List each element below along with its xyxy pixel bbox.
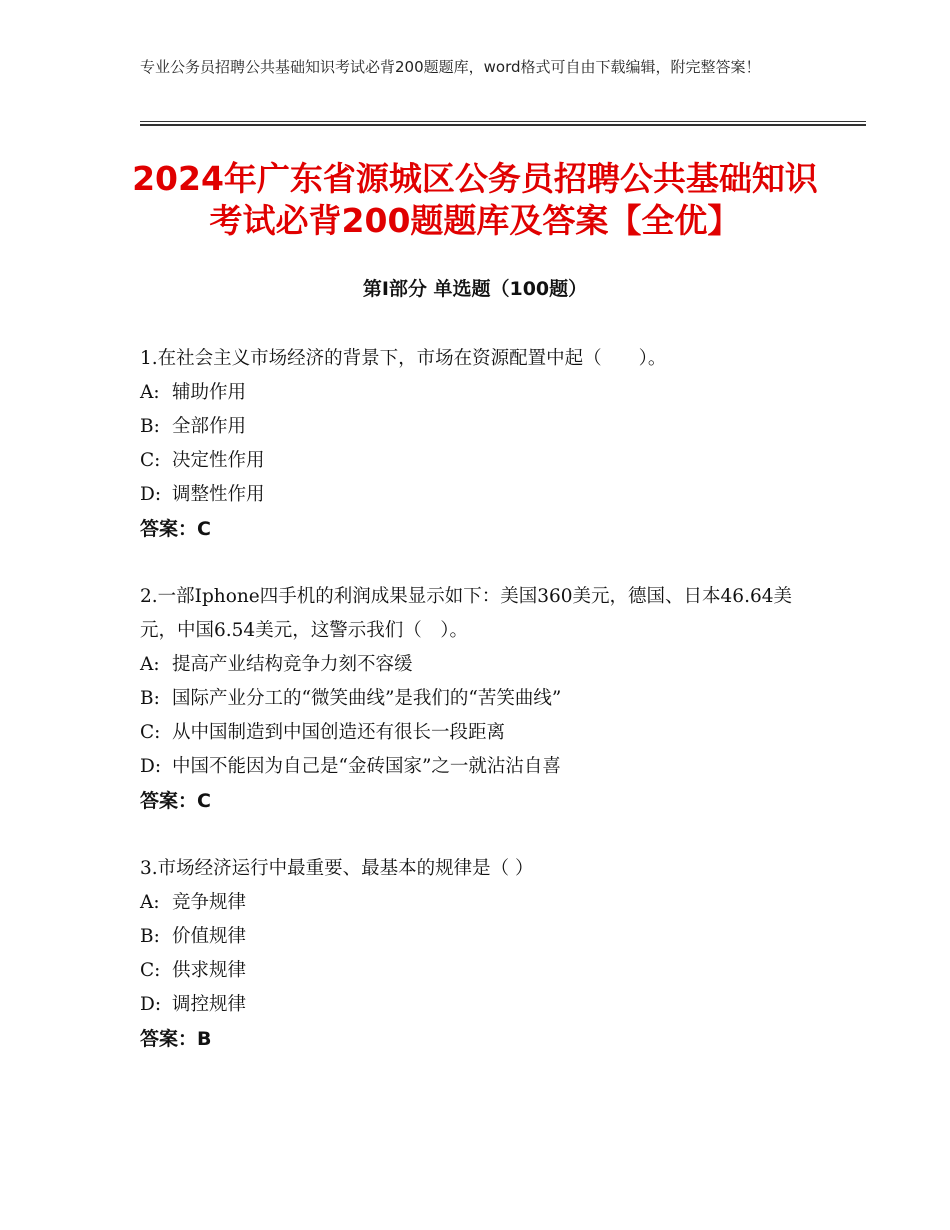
option-text: 调整性作用	[172, 484, 265, 505]
option-c	[140, 716, 820, 750]
option-b	[140, 410, 820, 444]
option-text: 竞争规律	[172, 892, 247, 913]
option-d	[140, 988, 820, 1022]
question-stem: 1.在社会主义市场经济的背景下，市场在资源配置中起（ ）。	[140, 348, 667, 369]
option-letter: D:	[140, 756, 162, 777]
option-a	[140, 886, 820, 920]
option-letter: A:	[140, 654, 160, 675]
option-b	[140, 682, 820, 716]
option-text: 提高产业结构竞争力刻不容缓	[172, 654, 413, 675]
option-b	[140, 920, 820, 954]
option-letter: D:	[140, 484, 162, 505]
option-letter: D:	[140, 994, 162, 1015]
header-divider-thick	[140, 124, 866, 126]
option-text: 全部作用	[172, 416, 247, 437]
question-1	[140, 342, 820, 546]
option-text: 价值规律	[172, 926, 247, 947]
option-text: 调控规律	[172, 994, 247, 1015]
header-divider-thin	[140, 121, 866, 122]
option-text: 国际产业分工的“微笑曲线”是我们的“苦笑曲线”	[172, 688, 562, 709]
option-letter: B:	[140, 926, 160, 947]
header-note: 专业公务员招聘公共基础知识考试必背200题题库，word格式可自由下载编辑，附完整答案！	[140, 58, 761, 76]
option-a	[140, 376, 820, 410]
answer: 答案：C	[140, 518, 211, 540]
answer: 答案：B	[140, 1028, 212, 1050]
option-a	[140, 648, 820, 682]
option-text: 从中国制造到中国创造还有很长一段距离	[172, 722, 506, 743]
option-text: 决定性作用	[172, 450, 265, 471]
question-2	[140, 580, 820, 818]
option-letter: C:	[140, 960, 161, 981]
option-letter: A:	[140, 382, 160, 403]
option-text: 辅助作用	[172, 382, 247, 403]
option-letter: B:	[140, 416, 160, 437]
option-d	[140, 750, 820, 784]
option-letter: A:	[140, 892, 160, 913]
option-text: 中国不能因为自己是“金砖国家”之一就沾沾自喜	[172, 756, 561, 777]
question-3	[140, 852, 820, 1056]
option-c	[140, 954, 820, 988]
option-d	[140, 478, 820, 512]
option-text: 供求规律	[172, 960, 247, 981]
document-title: 2024年广东省源城区公务员招聘公共基础知识考试必背200题题库及答案【全优】	[132, 159, 818, 240]
question-stem: 3.市场经济运行中最重要、最基本的规律是（ ）	[140, 858, 534, 879]
section-title: 第Ⅰ部分 单选题（100题）	[362, 278, 588, 300]
answer: 答案：C	[140, 790, 211, 812]
option-letter: B:	[140, 688, 160, 709]
question-list	[140, 342, 820, 1090]
question-stem: 2.一部Iphone四手机的利润成果显示如下：美国360美元，德国、日本46.64美元，中国6.54美元，这警示我们（ ）。	[140, 586, 792, 641]
option-letter: C:	[140, 450, 161, 471]
option-c	[140, 444, 820, 478]
option-letter: C:	[140, 722, 161, 743]
